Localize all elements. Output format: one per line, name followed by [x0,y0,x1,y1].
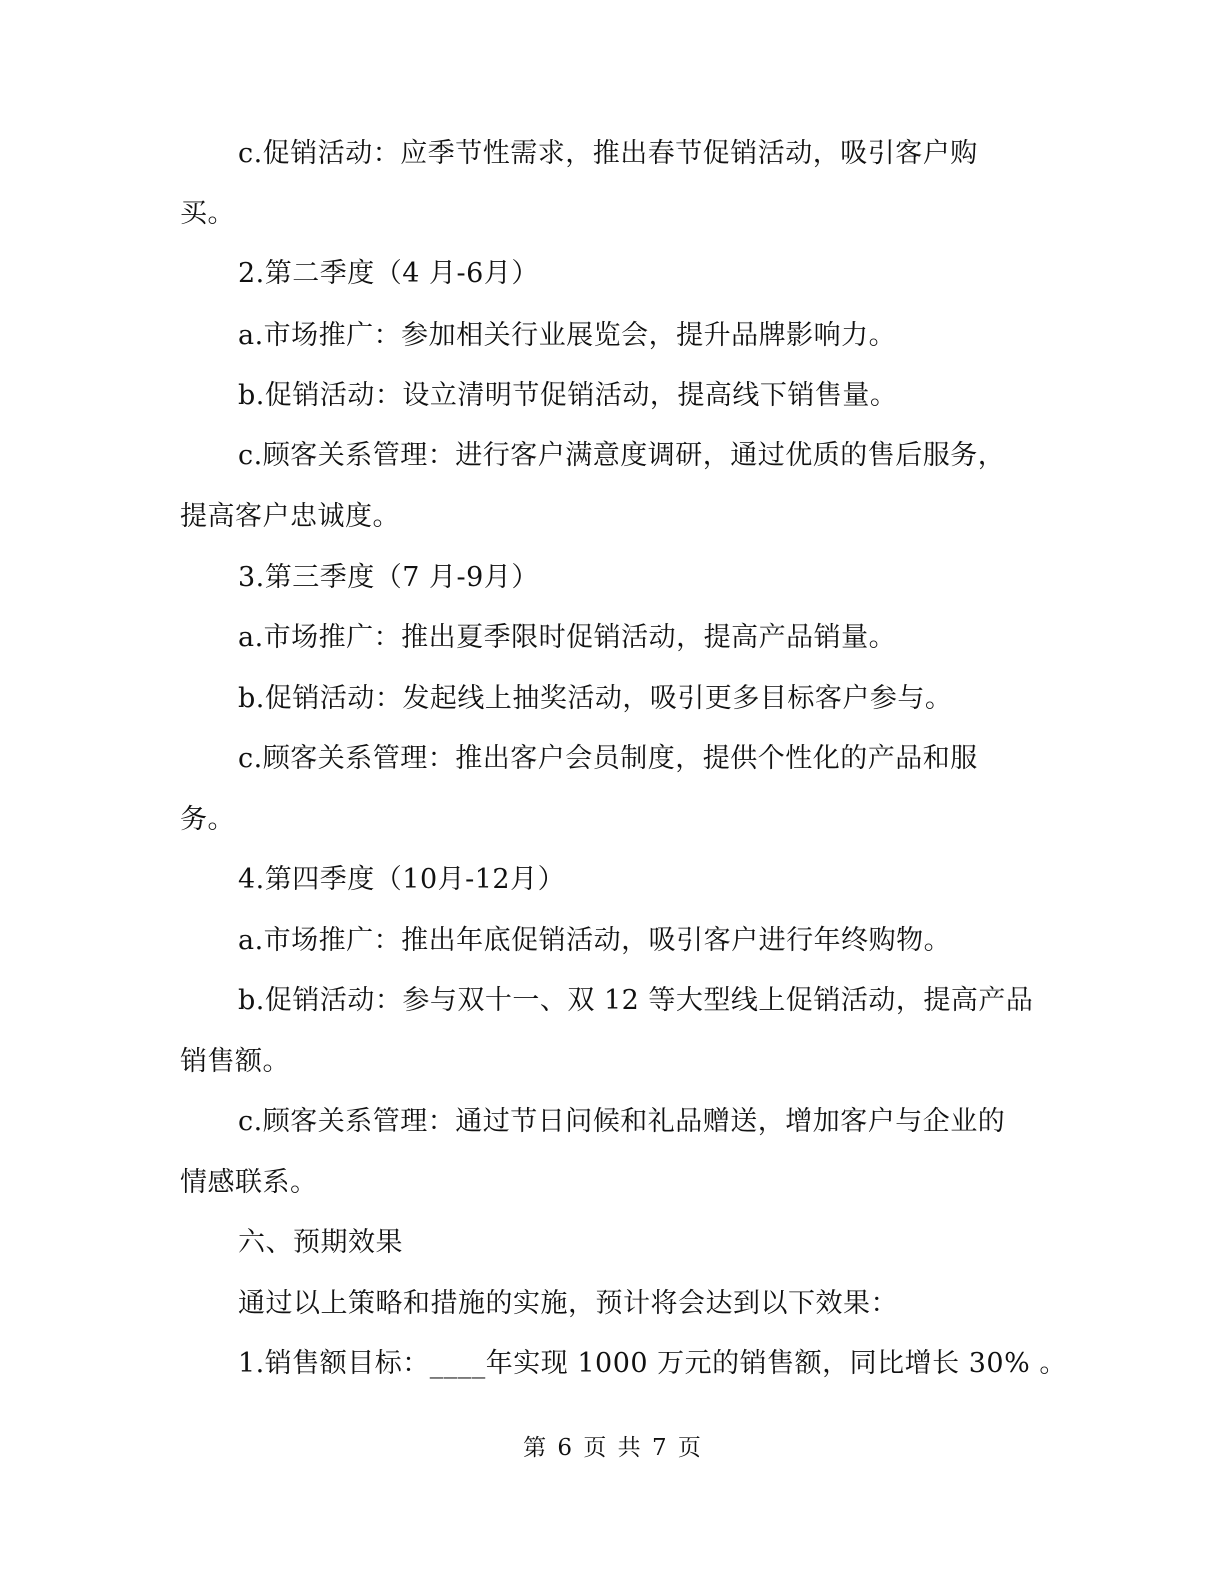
text-line-q4-c: c.顾客关系管理：通过节日问候和礼品赠送，增加客户与企业的 [238,1106,1006,1137]
text-line-sales-target: 1.销售额目标：____年实现 1000 万元的销售额，同比增长 30% 。 [238,1348,1067,1379]
section-heading-expected-results: 六、预期效果 [238,1227,403,1258]
text-line-q3-a: a.市场推广：推出夏季限时促销活动，提高产品销量。 [238,622,897,653]
text-line-q2-a: a.市场推广：参加相关行业展览会，提升品牌影响力。 [238,320,897,351]
text-line-q3-b: b.促销活动：发起线上抽奖活动，吸引更多目标客户参与。 [238,683,953,714]
text-line-q4-c-cont: 情感联系。 [180,1167,318,1198]
text-line-q2-c-cont: 提高客户忠诚度。 [180,501,400,532]
text-line-q2-c: c.顾客关系管理：进行客户满意度调研，通过优质的售后服务， [238,440,1006,471]
text-line-q2-b: b.促销活动：设立清明节促销活动，提高线下销售量。 [238,380,898,411]
text-line-promo-q1-c-cont: 买。 [180,198,235,229]
text-line-promo-q1-c: c.促销活动：应季节性需求，推出春节促销活动，吸引客户购 [238,138,978,169]
heading-q4: 4.第四季度（10月-12月） [238,864,566,895]
text-line-q4-b-cont: 销售额。 [180,1046,290,1077]
text-line-q3-c: c.顾客关系管理：推出客户会员制度，提供个性化的产品和服 [238,743,978,774]
text-line-q4-b: b.促销活动：参与双十一、双 12 等大型线上促销活动，提高产品 [238,985,1034,1016]
text-line-results-intro: 通过以上策略和措施的实施，预计将会达到以下效果： [238,1288,898,1319]
heading-q3: 3.第三季度（7 月-9月） [238,562,539,593]
heading-q2: 2.第二季度（4 月-6月） [238,258,539,289]
text-line-q3-c-cont: 务。 [180,804,235,835]
page-footer: 第 6 页 共 7 页 [523,1435,701,1461]
text-line-q4-a: a.市场推广：推出年底促销活动，吸引客户进行年终购物。 [238,925,952,956]
